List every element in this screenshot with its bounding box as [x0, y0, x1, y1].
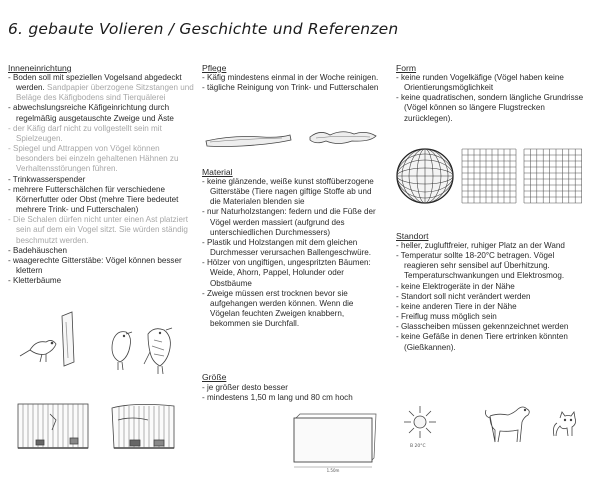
- small-bird-sketch: [112, 332, 132, 370]
- standort-list: [396, 241, 588, 353]
- round-cage-sketch: [397, 149, 453, 203]
- page-title: 6. gebaute Volieren / Geschichte und Referenzen: [8, 20, 399, 38]
- form-list: [396, 73, 586, 124]
- list-item: - je größer desto besser: [202, 383, 288, 392]
- heading-inneneinrichtung: Inneneinrichtung: [8, 63, 72, 73]
- list-item: - Glasscheiben müssen gekennzeichnet werden: [396, 322, 569, 332]
- cage-sketch-right: [112, 404, 174, 448]
- list-item: - Die Schalen dürfen nicht unter einen Ast platziert sein auf dem ein Vogel sitzt. Sie würden ständig beschmutzt werden.: [8, 215, 188, 245]
- list-item: - Käfig mindestens einmal in der Woche reinigen.: [202, 73, 379, 82]
- list-item: - Standort soll nicht verändert werden: [396, 291, 531, 301]
- list-item: - heller, zugluftfreier, ruhiger Platz an der Wand: [396, 241, 565, 250]
- sun-sketch: [404, 406, 436, 438]
- list-item: - keine anderen Tiere in der Nähe: [396, 301, 517, 311]
- cage-dimension-label: 1,50m: [326, 468, 340, 472]
- standort-sketches: [394, 400, 584, 452]
- heading-pflege: Pflege: [202, 63, 227, 73]
- list-item: - Freiflug muss möglich sein: [396, 312, 497, 322]
- sun-temperature-label: B 20°C: [410, 444, 426, 449]
- list-item: - keine Gefäße in denen Tiere ertrinken könnten (Gießkannen).: [396, 332, 568, 352]
- list-item: - keine quadratischen, sondern längliche Grundrisse (Vögel können so längere Flugstrecken zurücklegen).: [396, 93, 584, 123]
- cat-sketch: [553, 412, 575, 436]
- pflege-list: [202, 73, 380, 93]
- list-item: - mehrere Futterschälchen für verschiedene Körnerfutter oder Obst (mehre Tiere bedeutet mehrere Trink- und Futterschalen): [8, 184, 179, 215]
- list-item: - abwechslungsreiche Käfigeinrichtung durch regelmäßig ausgetauschte Zweige und Äste: [8, 103, 174, 123]
- list-item: - Boden soll mit speziellen Vogelsand abgedeckt werden. Sandpapier überzogene Sitzstangen und Beläge des Käfigbodens sind Tierquälerei: [8, 73, 194, 103]
- heading-form: Form: [396, 63, 417, 73]
- inneneinrichtung-list: [8, 73, 198, 286]
- elongated-grid-sketch: [524, 149, 582, 203]
- groesse-list: [202, 383, 384, 403]
- dog-sketch: [486, 407, 530, 442]
- list-item: - mindestens 1,50 m lang und 80 cm hoch: [202, 393, 353, 403]
- square-grid-sketch: [462, 149, 516, 203]
- branch-sketch: [202, 125, 382, 155]
- list-item: - waagerechte Gitterstäbe: Vögel können besser klettern: [8, 255, 182, 275]
- heading-material: Material: [202, 167, 233, 177]
- patterned-bird-sketch: [144, 328, 172, 374]
- list-item: - Plastik und Holzstangen mit dem gleichen Durchmesser verursachen Ballengeschwüre.: [202, 237, 372, 258]
- heading-groesse: Größe: [202, 372, 227, 382]
- list-item: - Hölzer von ungiftigen, ungespritzten Bäumen: Weide, Ahorn, Pappel, Holunder oder Obstbäume: [202, 258, 371, 288]
- cage-dimension-sketch: [290, 412, 380, 472]
- list-item: - Temperatur sollte 18-20°C betragen. Vögel reagieren sehr sensibel auf Überhitzung. Temperaturschwankungen und Elektrosmog.: [396, 251, 565, 281]
- list-item: - Spiegel und Attrappen von Vögel können besonders bei einzeln gehaltenen Hähnen zu Verhaltensstörungen führen.: [8, 144, 179, 174]
- list-item: - nur Naturholzstangen: federn und die Füße der Vögel werden massiert (aufgrund des unterschiedlichen Durchmessers): [202, 207, 376, 237]
- mirror-with-bird-sketch: [20, 312, 74, 366]
- cage-sketches: [14, 400, 190, 454]
- list-item: - Zweige müssen erst trocknen bevor sie aufgehangen werden können. Wenn die Vögelan feuchten Zweigen knabbern, bekommen sie Durchfall.: [202, 288, 354, 329]
- list-item: - Kletterbäume: [8, 276, 62, 286]
- list-item: - keine Elektrogeräte in der Nähe: [396, 281, 515, 291]
- list-item: - Badehäuschen: [8, 245, 67, 255]
- list-item: - Trinkwasserspender: [8, 174, 86, 184]
- list-item: - tägliche Reinigung von Trink- und Futterschalen: [202, 83, 379, 93]
- heading-standort: Standort: [396, 231, 429, 241]
- list-item: - keine glänzende, weiße kunst stoffüberzogene Gitterstäbe (Tiere nagen giftige Stoffe ab und die Materialen blenden sie: [202, 177, 374, 207]
- material-list: [202, 177, 384, 329]
- cage-sketch-left: [18, 404, 88, 448]
- bird-sketches: [14, 310, 190, 382]
- list-item: - keine runden Vogelkäfige (Vögel haben keine Orientierungsmöglichkeit: [396, 73, 564, 93]
- list-item: - der Käfig darf nicht zu vollgestellt sein mit Spielzeugen.: [8, 123, 162, 143]
- cage-shape-sketches: [396, 145, 586, 205]
